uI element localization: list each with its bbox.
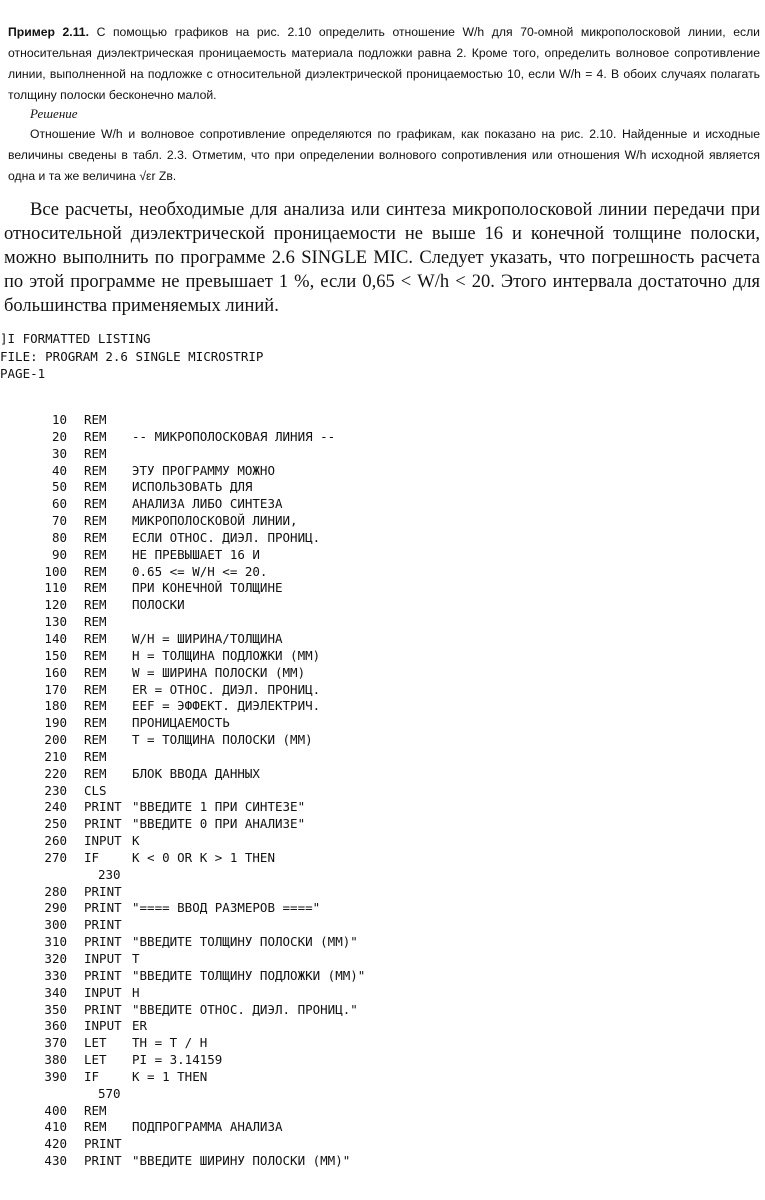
- statement-text: EEF = ЭФФЕКТ. ДИЭЛЕКТРИЧ.: [132, 698, 321, 714]
- keyword: PRINT: [84, 1001, 122, 1017]
- keyword: REM: [84, 563, 107, 579]
- line-number: 140: [44, 630, 67, 646]
- keyword: PRINT: [84, 967, 122, 983]
- listing-line: [30, 816, 365, 833]
- keyword: REM: [84, 445, 107, 461]
- listing-line: [30, 1018, 365, 1035]
- listing-line: [30, 682, 365, 699]
- keyword: REM: [84, 681, 107, 697]
- listing-line: [30, 900, 365, 917]
- keyword: IF: [84, 849, 100, 865]
- statement-text: T: [132, 951, 140, 966]
- listing-line: [30, 749, 365, 766]
- statement-text: ER: [132, 1018, 148, 1034]
- line-number: 370: [44, 1035, 67, 1051]
- statement-text: "==== ВВОД РАЗМЕРОВ ====": [132, 900, 321, 916]
- listing-line: [30, 1086, 365, 1103]
- line-number: 90: [51, 546, 67, 562]
- listing-header-line: ]I FORMATTED LISTING: [0, 331, 151, 346]
- keyword: PRINT: [84, 799, 122, 815]
- line-number: 70: [51, 513, 67, 529]
- statement-text: "ВВЕДИТЕ ТОЛЩИНУ ПОЛОСКИ (ММ)": [132, 934, 358, 950]
- main-paragraph: Все расчеты, необходимые для анализа или синтеза микрополосковой линии передачи при относительной диэлектрической проницаемости не выше 16 и конечной толщине полоски, можно выполнить по программе 2.6 SINGLE MIC. Следует указать, что погрешность расчета по этой программе не превышает 1 %, если 0,65 < W/h < 20. Этого интервала достаточно для большинства применяемых линий.: [4, 200, 760, 316]
- statement-text: ПРИ КОНЕЧНОЙ ТОЛЩИНЕ: [132, 580, 283, 596]
- statement-text: -- МИКРОПОЛОСКОВАЯ ЛИНИЯ --: [132, 428, 336, 444]
- keyword: CLS: [84, 782, 107, 798]
- line-number: 60: [51, 496, 67, 512]
- statement-text: АНАЛИЗА ЛИБО СИНТЕЗА: [132, 496, 283, 512]
- keyword: REM: [84, 647, 107, 663]
- line-number: 290: [44, 900, 67, 916]
- listing-line: [30, 496, 365, 513]
- statement-text: "ВВЕДИТЕ ШИРИНУ ПОЛОСКИ (ММ)": [132, 1153, 351, 1169]
- listing-line: [30, 1119, 365, 1136]
- keyword: REM: [84, 1102, 107, 1118]
- listing-line: [30, 1103, 365, 1120]
- line-number: 160: [44, 664, 67, 680]
- keyword: REM: [84, 748, 107, 764]
- keyword: REM: [84, 580, 107, 596]
- line-number: 150: [44, 647, 67, 663]
- line-number: 250: [44, 816, 67, 832]
- line-number: 390: [44, 1068, 67, 1084]
- keyword: REM: [84, 614, 107, 630]
- listing-line: [30, 1035, 365, 1052]
- listing-line: [30, 850, 365, 867]
- keyword: LET: [84, 1035, 107, 1051]
- program-listing: [30, 412, 365, 1170]
- line-number: 180: [44, 698, 67, 714]
- keyword: PRINT: [84, 883, 122, 899]
- listing-line: [30, 446, 365, 463]
- line-number: 200: [44, 732, 67, 748]
- statement-text: K: [132, 833, 140, 849]
- solution-heading: Решение: [30, 106, 78, 121]
- listing-line: [30, 917, 365, 934]
- line-number: 50: [51, 479, 67, 495]
- keyword: REM: [84, 546, 107, 562]
- keyword: LET: [84, 1052, 107, 1068]
- listing-line: [30, 783, 365, 800]
- statement-text: МИКРОПОЛОСКОВОЙ ЛИНИИ,: [132, 513, 298, 529]
- keyword: REM: [84, 732, 107, 748]
- listing-line: [30, 513, 365, 530]
- keyword: REM: [84, 664, 107, 680]
- listing-line: [30, 1002, 365, 1019]
- keyword: IF: [84, 1068, 100, 1084]
- line-number: 310: [44, 934, 67, 950]
- statement-text: W = ШИРИНА ПОЛОСКИ (ММ): [132, 664, 306, 680]
- keyword: INPUT: [84, 1018, 122, 1034]
- line-number: 190: [44, 715, 67, 731]
- keyword: REM: [84, 715, 107, 731]
- keyword: REM: [84, 479, 107, 495]
- listing-line: [30, 766, 365, 783]
- keyword: REM: [84, 1119, 107, 1135]
- statement-text: H = ТОЛЩИНА ПОДЛОЖКИ (ММ): [132, 647, 321, 663]
- keyword: REM: [84, 597, 107, 613]
- statement-text: W/H = ШИРИНА/ТОЛЩИНА: [132, 630, 283, 646]
- listing-line: [30, 429, 365, 446]
- listing-header: [0, 330, 263, 383]
- listing-header-line: PAGE-1: [0, 366, 46, 381]
- line-number: 130: [44, 614, 67, 630]
- line-number: 40: [51, 462, 67, 478]
- listing-line: [30, 614, 365, 631]
- listing-line: [30, 631, 365, 648]
- continuation-target: 230: [98, 866, 121, 882]
- listing-line: [30, 884, 365, 901]
- listing-line: [30, 530, 365, 547]
- line-number: 100: [44, 563, 67, 579]
- keyword: PRINT: [84, 1136, 122, 1152]
- statement-text: H: [132, 984, 140, 1000]
- listing-line: [30, 1052, 365, 1069]
- keyword: REM: [84, 412, 107, 427]
- statement-text: "ВВЕДИТЕ 1 ПРИ СИНТЕЗЕ": [132, 799, 306, 815]
- listing-line: [30, 1069, 365, 1086]
- listing-line: [30, 1136, 365, 1153]
- keyword: INPUT: [84, 833, 122, 849]
- line-number: 30: [51, 445, 67, 461]
- statement-text: 0.65 <= W/H <= 20.: [132, 563, 268, 579]
- statement-text: "ВВЕДИТЕ ОТНОС. ДИЭЛ. ПРОНИЦ.": [132, 1001, 358, 1017]
- listing-line: [30, 934, 365, 951]
- listing-line: [30, 564, 365, 581]
- statement-text: ЭТУ ПРОГРАММУ МОЖНО: [132, 462, 275, 478]
- example-text: С помощью графиков на рис. 2.10 определить отношение W/h для 70-омной микрополосковой линии, если относительная диэлектрическая проницаемость материала подложки равна 2. Кроме того, определить волновое сопротивление линии, выполненной на подложке с относительной диэлектрической проницаемостью 10, если W/h = 4. В обоих случаях полагать толщину полоски бесконечно малой.: [8, 25, 760, 102]
- keyword: REM: [84, 428, 107, 444]
- keyword: REM: [84, 529, 107, 545]
- statement-text: "ВВЕДИТЕ 0 ПРИ АНАЛИЗЕ": [132, 816, 306, 832]
- line-number: 120: [44, 597, 67, 613]
- line-number: 80: [51, 529, 67, 545]
- line-number: 410: [44, 1119, 67, 1135]
- line-number: 270: [44, 849, 67, 865]
- statement-text: "ВВЕДИТЕ ТОЛЩИНУ ПОДЛОЖКИ (ММ)": [132, 967, 366, 983]
- keyword: PRINT: [84, 934, 122, 950]
- keyword: REM: [84, 496, 107, 512]
- listing-line: [30, 547, 365, 564]
- line-number: 340: [44, 984, 67, 1000]
- line-number: 230: [44, 782, 67, 798]
- statement-text: K = 1 THEN: [132, 1068, 208, 1084]
- keyword: INPUT: [84, 951, 122, 966]
- line-number: 420: [44, 1136, 67, 1152]
- keyword: INPUT: [84, 984, 122, 1000]
- listing-line: [30, 597, 365, 614]
- statement-text: НЕ ПРЕВЫШАЕТ 16 И: [132, 546, 260, 562]
- listing-line: [30, 412, 365, 429]
- line-number: 430: [44, 1153, 67, 1169]
- listing-line: [30, 799, 365, 816]
- statement-text: ER = ОТНОС. ДИЭЛ. ПРОНИЦ.: [132, 681, 321, 697]
- listing-line: [30, 698, 365, 715]
- line-number: 330: [44, 967, 67, 983]
- line-number: 320: [44, 951, 67, 966]
- line-number: 380: [44, 1052, 67, 1068]
- line-number: 280: [44, 883, 67, 899]
- statement-text: K < 0 OR K > 1 THEN: [132, 849, 275, 865]
- listing-line: [30, 968, 365, 985]
- listing-line: [30, 833, 365, 850]
- listing-line: [30, 648, 365, 665]
- keyword: REM: [84, 513, 107, 529]
- line-number: 10: [51, 412, 67, 427]
- listing-line: [30, 867, 365, 884]
- keyword: REM: [84, 698, 107, 714]
- listing-header-line: FILE: PROGRAM 2.6 SINGLE MICROSTRIP: [0, 348, 264, 364]
- listing-line: [30, 732, 365, 749]
- line-number: 220: [44, 765, 67, 781]
- statement-text: ПОЛОСКИ: [132, 597, 185, 613]
- line-number: 360: [44, 1018, 67, 1034]
- line-number: 260: [44, 833, 67, 849]
- continuation-target: 570: [98, 1085, 121, 1101]
- statement-text: ПРОНИЦАЕМОСТЬ: [132, 715, 230, 731]
- example-label: Пример 2.11.: [8, 25, 89, 39]
- keyword: PRINT: [84, 1153, 122, 1169]
- keyword: REM: [84, 462, 107, 478]
- listing-line: [30, 463, 365, 480]
- statement-text: TH = T / H: [132, 1035, 208, 1051]
- keyword: REM: [84, 630, 107, 646]
- line-number: 240: [44, 799, 67, 815]
- keyword: PRINT: [84, 816, 122, 832]
- listing-line: [30, 479, 365, 496]
- listing-line: [30, 665, 365, 682]
- keyword: PRINT: [84, 917, 122, 933]
- statement-text: БЛОК ВВОДА ДАННЫХ: [132, 765, 260, 781]
- example-paragraph: [8, 22, 760, 106]
- line-number: 110: [44, 580, 67, 596]
- line-number: 300: [44, 917, 67, 933]
- line-number: 170: [44, 681, 67, 697]
- line-number: 400: [44, 1102, 67, 1118]
- line-number: 210: [44, 748, 67, 764]
- statement-text: ЕСЛИ ОТНОС. ДИЭЛ. ПРОНИЦ.: [132, 529, 321, 545]
- listing-line: [30, 1153, 365, 1170]
- listing-line: [30, 580, 365, 597]
- keyword: PRINT: [84, 900, 122, 916]
- solution-paragraph: Отношение W/h и волновое сопротивление определяются по графикам, как показано на рис. 2.10. Найденные и исходные величины сведены в табл. 2.3. Отметим, что при определении волнового сопротивления или отношения W/h исходной является одна и та же величина √εr Zв.: [8, 127, 760, 183]
- listing-line: [30, 985, 365, 1002]
- line-number: 20: [51, 428, 67, 444]
- statement-text: PI = 3.14159: [132, 1052, 223, 1068]
- statement-text: ИСПОЛЬЗОВАТЬ ДЛЯ: [132, 479, 253, 495]
- listing-line: [30, 715, 365, 732]
- statement-text: ПОДПРОГРАММА АНАЛИЗА: [132, 1119, 283, 1135]
- keyword: REM: [84, 765, 107, 781]
- line-number: 350: [44, 1001, 67, 1017]
- statement-text: T = ТОЛЩИНА ПОЛОСКИ (ММ): [132, 732, 313, 748]
- listing-line: [30, 951, 365, 968]
